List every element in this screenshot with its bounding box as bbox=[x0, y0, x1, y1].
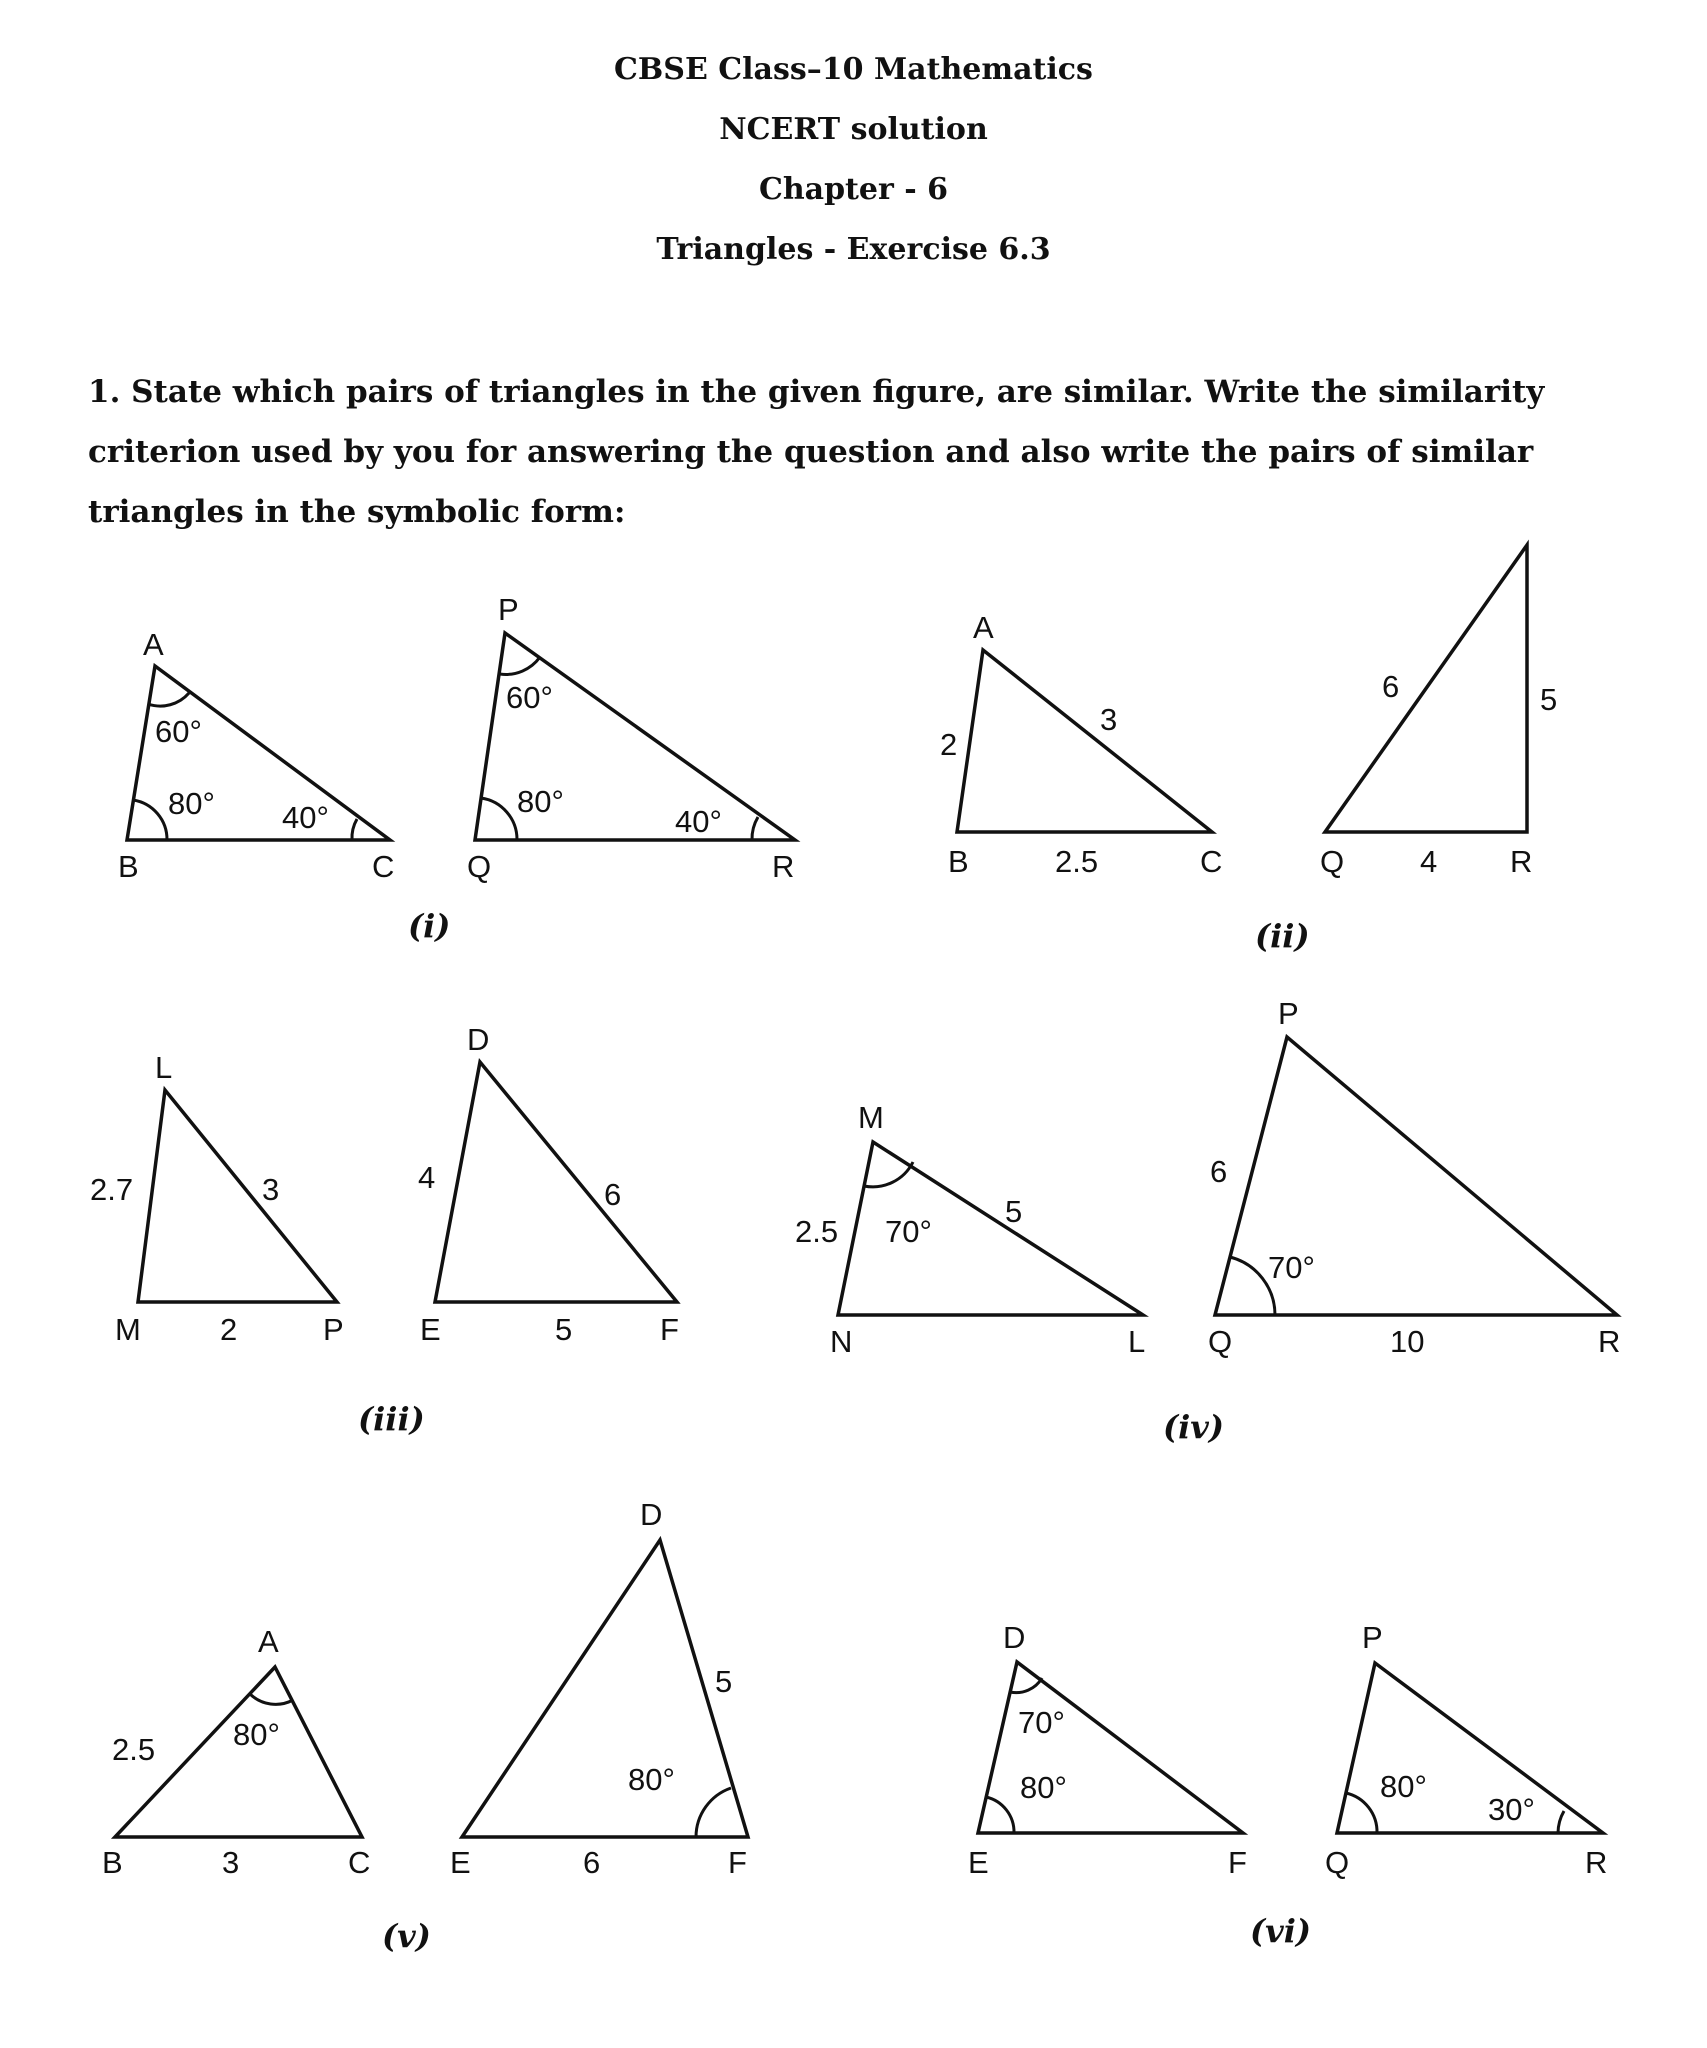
angle-label: 80° bbox=[517, 784, 564, 819]
vertex-label: E bbox=[968, 1845, 989, 1880]
triangle-def-v bbox=[462, 1540, 748, 1837]
vertex-label: B bbox=[118, 849, 139, 884]
side-label: 10 bbox=[1390, 1324, 1425, 1359]
vertex-label: N bbox=[830, 1324, 853, 1359]
angle-arc-a bbox=[250, 1694, 293, 1704]
figure-ii bbox=[940, 545, 1557, 955]
angle-label: 80° bbox=[628, 1762, 675, 1797]
vertex-label: M bbox=[115, 1312, 141, 1347]
vertex-label: F bbox=[660, 1312, 679, 1347]
triangle-abc-ii bbox=[957, 650, 1212, 832]
angle-label: 80° bbox=[168, 786, 215, 821]
vertex-label: C bbox=[348, 1845, 371, 1880]
angle-arc-m bbox=[864, 1162, 913, 1187]
side-label: 6 bbox=[604, 1177, 622, 1212]
vertex-label: P bbox=[1362, 1620, 1383, 1655]
figure-v bbox=[102, 1497, 748, 1955]
figure-caption: (iii) bbox=[358, 1400, 425, 1438]
triangle-lmp bbox=[138, 1090, 337, 1302]
angle-label: 30° bbox=[1488, 1792, 1535, 1827]
angle-arc-b bbox=[133, 800, 167, 840]
vertex-label: Q bbox=[1320, 844, 1345, 879]
figure-iii bbox=[90, 1022, 679, 1438]
angle-label: 80° bbox=[1020, 1770, 1067, 1805]
figure-caption: (v) bbox=[382, 1917, 431, 1955]
side-label: 5 bbox=[1005, 1194, 1023, 1229]
side-label: 2.5 bbox=[795, 1214, 839, 1249]
vertex-label: R bbox=[1585, 1845, 1608, 1880]
vertex-label: D bbox=[640, 1497, 663, 1532]
figure-caption: (vi) bbox=[1250, 1912, 1312, 1950]
side-label: 2 bbox=[940, 727, 958, 762]
angle-arc-a bbox=[148, 693, 189, 706]
vertex-label: B bbox=[948, 844, 969, 879]
vertex-label: C bbox=[1200, 844, 1223, 879]
side-label: 2 bbox=[220, 1312, 238, 1347]
exercise-label: Triangles - Exercise 6.3 bbox=[656, 232, 1051, 267]
vertex-label: A bbox=[143, 627, 164, 662]
side-label: 6 bbox=[1210, 1154, 1228, 1189]
vertex-label: P bbox=[323, 1312, 344, 1347]
triangle-def-iii bbox=[435, 1062, 677, 1302]
side-label: 3 bbox=[262, 1172, 280, 1207]
figure-caption: (ii) bbox=[1255, 917, 1310, 955]
vertex-label: F bbox=[1228, 1845, 1247, 1880]
angle-arc-q bbox=[481, 798, 517, 840]
vertex-label: P bbox=[498, 592, 519, 627]
triangle-mnl bbox=[838, 1142, 1143, 1315]
vertex-label: F bbox=[728, 1845, 747, 1880]
angle-label: 40° bbox=[282, 800, 329, 835]
triangle-abc-i bbox=[127, 666, 390, 840]
angle-label: 70° bbox=[1018, 1705, 1065, 1740]
angle-arc-d bbox=[1010, 1678, 1042, 1693]
vertex-label: Q bbox=[1325, 1845, 1350, 1880]
side-label: 2.7 bbox=[90, 1172, 134, 1207]
angle-label: 70° bbox=[1268, 1250, 1315, 1285]
side-label: 6 bbox=[583, 1845, 601, 1880]
side-label: 3 bbox=[222, 1845, 240, 1880]
angle-arc-q bbox=[1346, 1793, 1377, 1833]
triangle-def-vi bbox=[978, 1662, 1243, 1833]
figure-caption: (i) bbox=[408, 907, 451, 945]
angle-label: 60° bbox=[155, 714, 202, 749]
vertex-label: A bbox=[973, 610, 994, 645]
side-label: 4 bbox=[1420, 844, 1438, 879]
doc-subtitle: NCERT solution bbox=[719, 112, 988, 147]
vertex-label: R bbox=[1510, 844, 1533, 879]
vertex-label: R bbox=[772, 849, 795, 884]
vertex-label: Q bbox=[467, 849, 492, 884]
vertex-label: E bbox=[450, 1845, 471, 1880]
side-label: 2.5 bbox=[1055, 844, 1099, 879]
vertex-label: C bbox=[372, 849, 395, 884]
angle-arc-r bbox=[752, 817, 758, 840]
vertex-label: M bbox=[858, 1100, 884, 1135]
angle-arc-p bbox=[500, 657, 540, 674]
vertex-label: P bbox=[1278, 996, 1299, 1031]
vertex-label: E bbox=[420, 1312, 441, 1347]
vertex-label: Q bbox=[1208, 1324, 1233, 1359]
question-text: 1. State which pairs of triangles in the given figure, are similar. Write the similarity criterion used by you for answering the question and also write the pairs of similar triangles in the symbolic form: bbox=[88, 374, 1545, 530]
angle-label: 40° bbox=[675, 804, 722, 839]
vertex-label: D bbox=[467, 1022, 490, 1057]
triangle-pqr-ii bbox=[1325, 545, 1527, 832]
vertex-label: A bbox=[258, 1624, 279, 1659]
vertex-label: L bbox=[155, 1050, 173, 1085]
side-label: 2.5 bbox=[112, 1732, 156, 1767]
side-label: 4 bbox=[418, 1160, 436, 1195]
figure-iv bbox=[795, 996, 1620, 1446]
figure-i bbox=[118, 592, 795, 945]
angle-arc-f bbox=[696, 1788, 731, 1837]
figure-caption: (iv) bbox=[1163, 1408, 1225, 1446]
angle-arc-e bbox=[986, 1797, 1014, 1833]
angle-label: 60° bbox=[506, 680, 553, 715]
angle-arc-r bbox=[1558, 1811, 1564, 1833]
doc-title: CBSE Class–10 Mathematics bbox=[614, 52, 1093, 87]
side-label: 5 bbox=[1540, 682, 1558, 717]
triangle-pqr-vi bbox=[1337, 1663, 1603, 1833]
vertex-label: D bbox=[1003, 1620, 1026, 1655]
angle-label: 70° bbox=[885, 1214, 932, 1249]
side-label: 5 bbox=[715, 1664, 733, 1699]
chapter-label: Chapter - 6 bbox=[758, 172, 949, 207]
figure-vi bbox=[968, 1620, 1607, 1950]
angle-label: 80° bbox=[233, 1717, 280, 1752]
side-label: 3 bbox=[1100, 702, 1118, 737]
vertex-label: R bbox=[1598, 1324, 1621, 1359]
side-label: 5 bbox=[555, 1312, 573, 1347]
vertex-label: B bbox=[102, 1845, 123, 1880]
side-label: 6 bbox=[1382, 669, 1400, 704]
angle-arc-c bbox=[352, 819, 357, 840]
angle-label: 80° bbox=[1380, 1769, 1427, 1804]
vertex-label: L bbox=[1128, 1324, 1146, 1359]
